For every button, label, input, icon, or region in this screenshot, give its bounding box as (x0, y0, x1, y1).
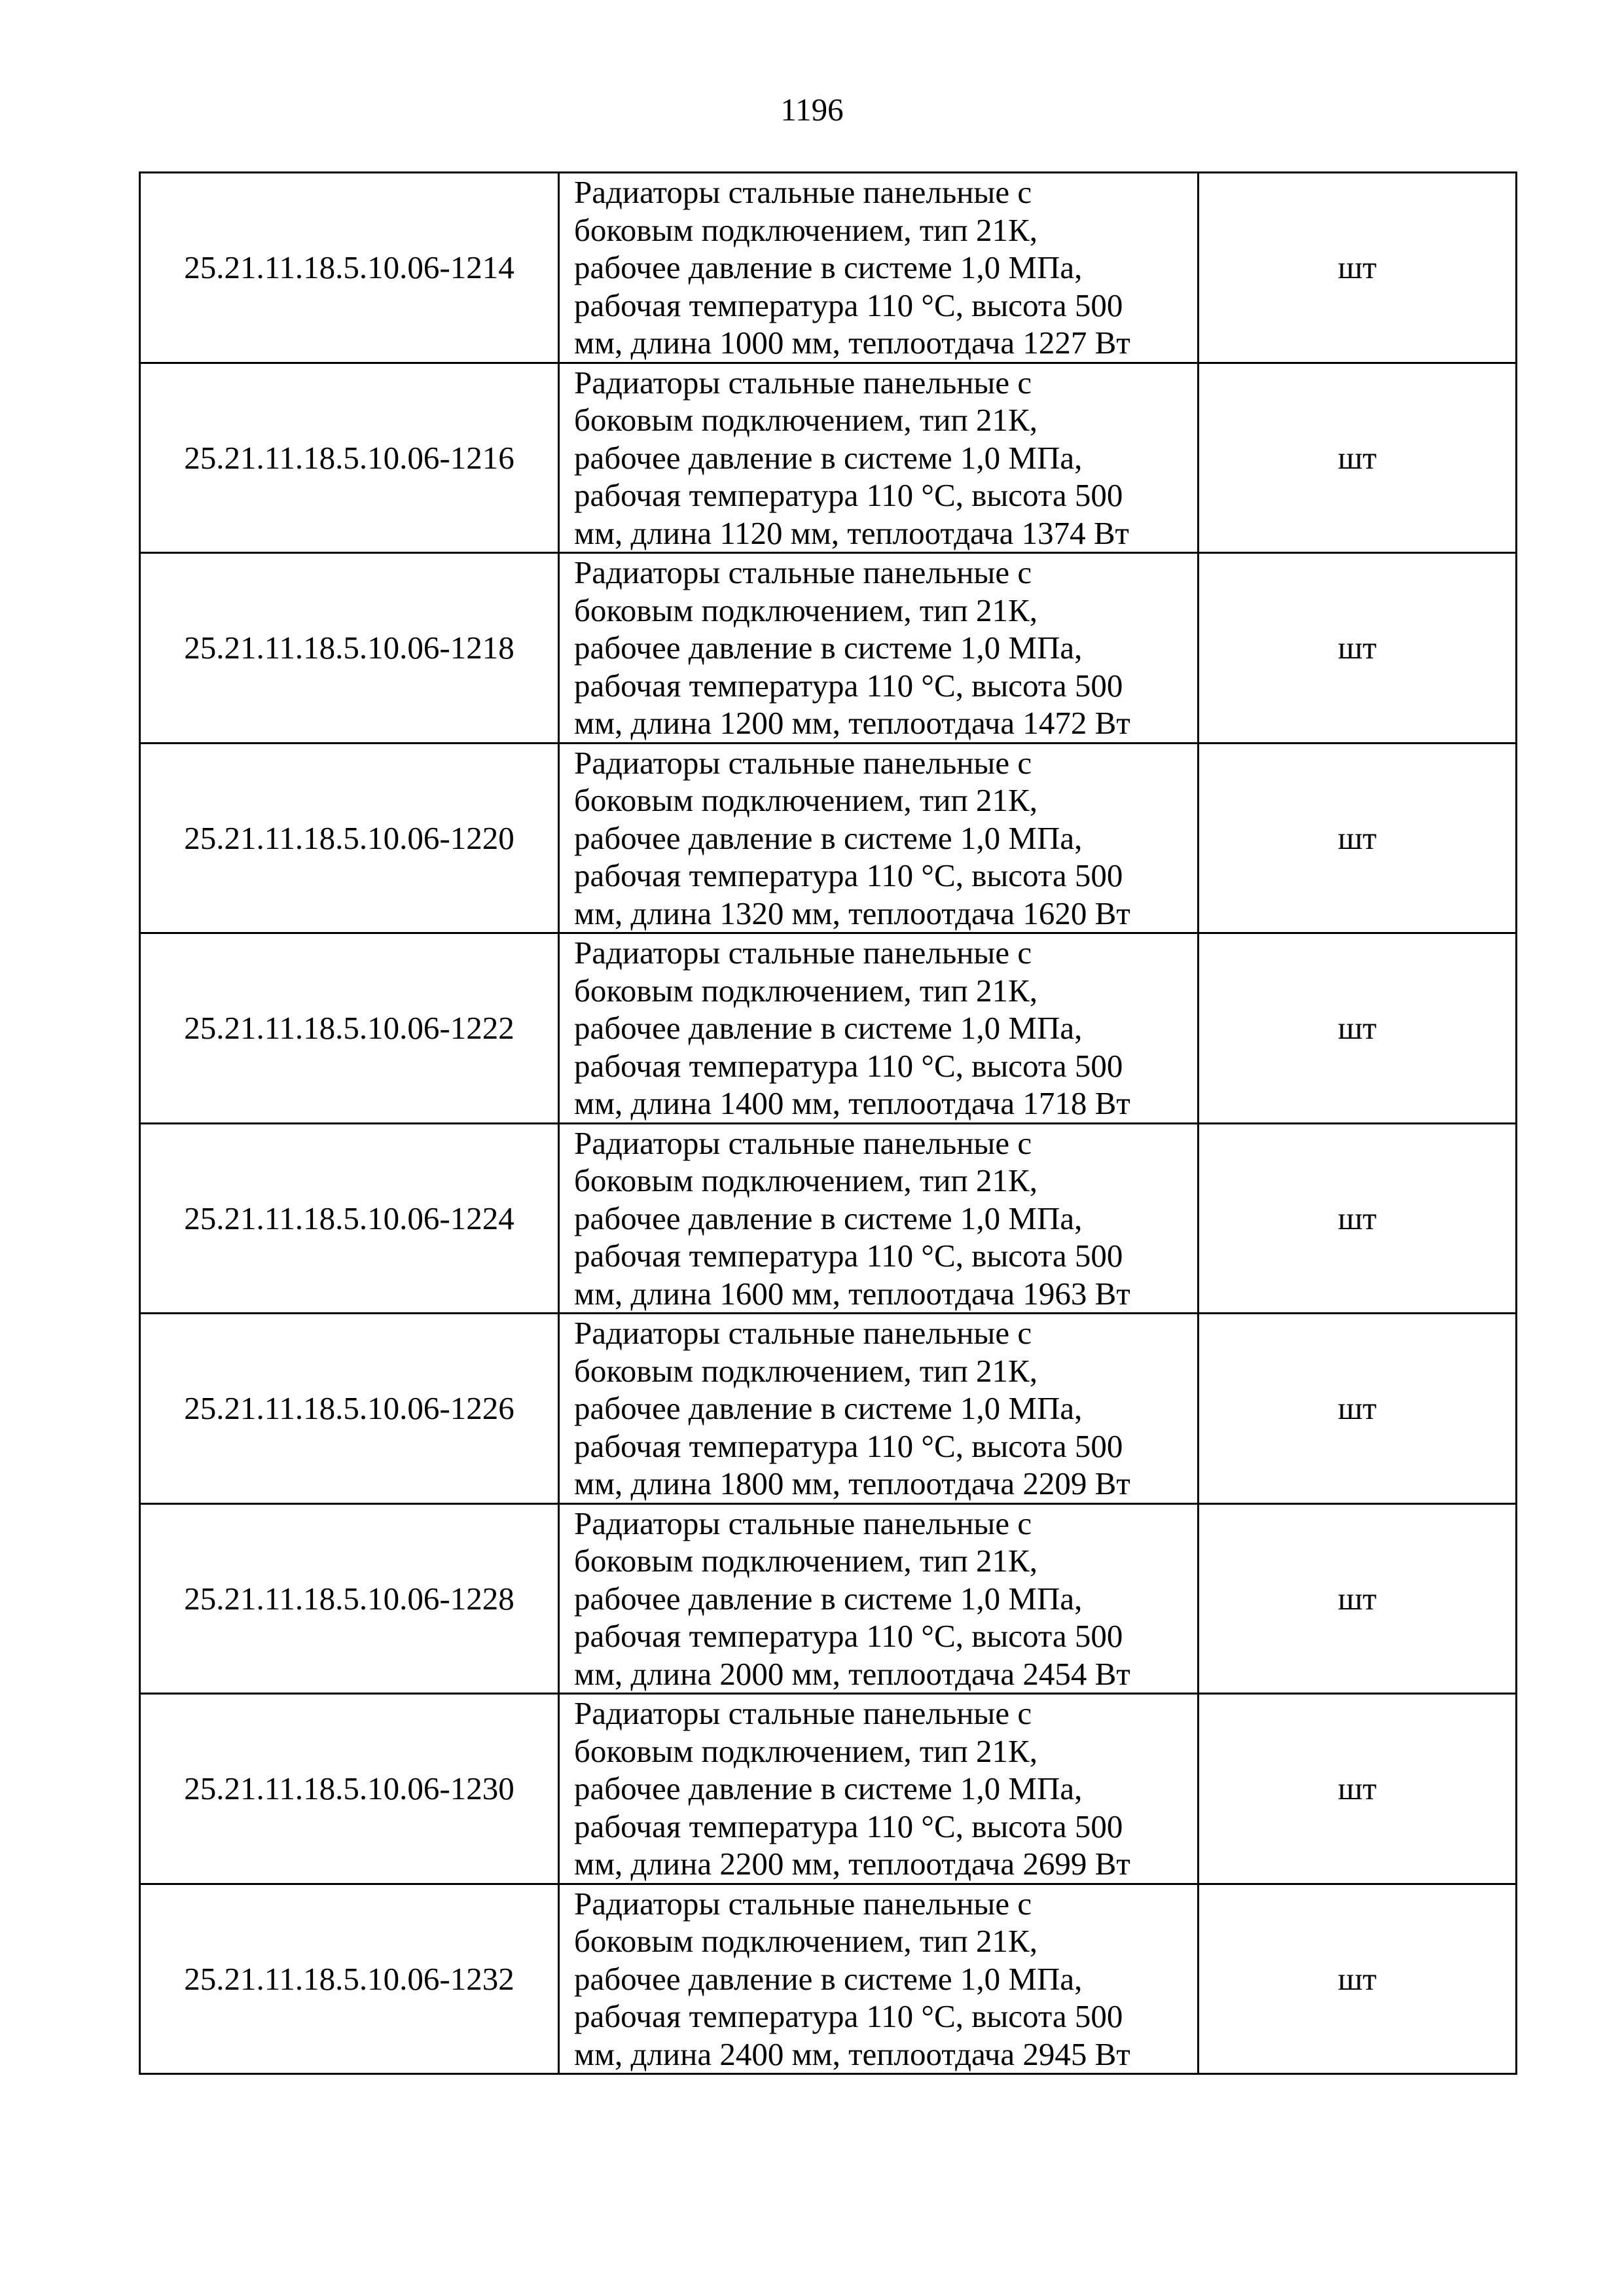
description-line: рабочая температура 110 °С, высота 500 (574, 1618, 1123, 1654)
description-line: рабочее давление в системе 1,0 МПа, (574, 1390, 1083, 1426)
resource-code: 25.21.11.18.5.10.06-1214 (140, 173, 559, 363)
resource-code: 25.21.11.18.5.10.06-1220 (140, 743, 559, 933)
description-line: рабочая температура 110 °С, высота 500 (574, 667, 1123, 704)
description-line: Радиаторы стальные панельные с (574, 744, 1032, 781)
resource-description (559, 1314, 1199, 1504)
description-line: Радиаторы стальные панельные с (574, 554, 1032, 590)
resource-table-body (140, 173, 1517, 2074)
resource-description (559, 363, 1199, 553)
description-line: Радиаторы стальные панельные с (574, 1124, 1032, 1161)
description-line: мм, длина 1320 мм, теплоотдача 1620 Вт (574, 895, 1130, 931)
description-line: рабочее давление в системе 1,0 МПа, (574, 630, 1083, 666)
description-line: мм, длина 2400 мм, теплоотдача 2945 Вт (574, 2036, 1130, 2072)
resource-code: 25.21.11.18.5.10.06-1228 (140, 1503, 559, 1694)
description-line: мм, длина 1800 мм, теплоотдача 2209 Вт (574, 1465, 1130, 1501)
description-line: Радиаторы стальные панельные с (574, 364, 1032, 401)
table-row (140, 1123, 1517, 1314)
resource-description (559, 1694, 1199, 1884)
description-line: боковым подключением, тип 21К, (574, 972, 1038, 1009)
description-line: боковым подключением, тип 21К, (574, 1732, 1038, 1769)
description-line: мм, длина 1120 мм, теплоотдача 1374 Вт (574, 514, 1129, 551)
table-row (140, 1503, 1517, 1694)
resource-description (559, 1123, 1199, 1314)
unit-of-measure: шт (1199, 553, 1517, 744)
table-row (140, 933, 1517, 1124)
description-line: мм, длина 1400 мм, теплоотдача 1718 Вт (574, 1085, 1130, 1121)
unit-of-measure: шт (1199, 933, 1517, 1124)
description-line: Радиаторы стальные панельные с (574, 174, 1032, 210)
description-line: рабочая температура 110 °С, высота 500 (574, 857, 1123, 893)
resource-description (559, 1503, 1199, 1694)
description-line: рабочее давление в системе 1,0 МПа, (574, 1960, 1083, 1997)
description-line: боковым подключением, тип 21К, (574, 1543, 1038, 1579)
table-row (140, 363, 1517, 553)
resource-description (559, 173, 1199, 363)
description-line: рабочая температура 110 °С, высота 500 (574, 287, 1123, 323)
description-line: рабочее давление в системе 1,0 МПа, (574, 1770, 1083, 1806)
description-line: мм, длина 2000 мм, теплоотдача 2454 Вт (574, 1655, 1130, 1692)
table-row (140, 743, 1517, 933)
description-line: рабочее давление в системе 1,0 МПа, (574, 439, 1083, 476)
page-number: 1196 (780, 92, 844, 128)
description-line: боковым подключением, тип 21К, (574, 782, 1038, 818)
description-line: Радиаторы стальные панельные с (574, 1315, 1032, 1351)
resource-code: 25.21.11.18.5.10.06-1222 (140, 933, 559, 1124)
table-row (140, 173, 1517, 363)
resource-code: 25.21.11.18.5.10.06-1230 (140, 1694, 559, 1884)
description-line: боковым подключением, тип 21К, (574, 1352, 1038, 1389)
unit-of-measure: шт (1199, 1503, 1517, 1694)
unit-of-measure: шт (1199, 1123, 1517, 1314)
resource-code: 25.21.11.18.5.10.06-1232 (140, 1884, 559, 2074)
description-line: мм, длина 1600 мм, теплоотдача 1963 Вт (574, 1275, 1130, 1312)
description-line: рабочее давление в системе 1,0 МПа, (574, 819, 1083, 856)
resource-table (139, 171, 1517, 2075)
description-line: рабочее давление в системе 1,0 МПа, (574, 1200, 1083, 1236)
description-line: рабочее давление в системе 1,0 МПа, (574, 1010, 1083, 1046)
resource-description (559, 933, 1199, 1124)
description-line: рабочая температура 110 °С, высота 500 (574, 1047, 1123, 1084)
table-row (140, 1694, 1517, 1884)
description-line: мм, длина 2200 мм, теплоотдача 2699 Вт (574, 1846, 1130, 1882)
description-line: рабочая температура 110 °С, высота 500 (574, 1427, 1123, 1464)
description-line: мм, длина 1000 мм, теплоотдача 1227 Вт (574, 325, 1130, 361)
table-row (140, 553, 1517, 744)
resource-code: 25.21.11.18.5.10.06-1224 (140, 1123, 559, 1314)
description-line: рабочая температура 110 °С, высота 500 (574, 1808, 1123, 1844)
unit-of-measure: шт (1199, 1314, 1517, 1504)
unit-of-measure: шт (1199, 1884, 1517, 2074)
resource-code: 25.21.11.18.5.10.06-1216 (140, 363, 559, 553)
unit-of-measure: шт (1199, 1694, 1517, 1884)
table-row (140, 1884, 1517, 2074)
resource-description (559, 743, 1199, 933)
description-line: Радиаторы стальные панельные с (574, 1885, 1032, 1922)
description-line: боковым подключением, тип 21К, (574, 402, 1038, 438)
description-line: мм, длина 1200 мм, теплоотдача 1472 Вт (574, 705, 1130, 741)
description-line: рабочее давление в системе 1,0 МПа, (574, 1580, 1083, 1617)
resource-code: 25.21.11.18.5.10.06-1226 (140, 1314, 559, 1504)
table-row (140, 1314, 1517, 1504)
description-line: боковым подключением, тип 21К, (574, 592, 1038, 628)
unit-of-measure: шт (1199, 173, 1517, 363)
description-line: рабочая температура 110 °С, высота 500 (574, 1998, 1123, 2034)
unit-of-measure: шт (1199, 743, 1517, 933)
description-line: боковым подключением, тип 21К, (574, 1923, 1038, 1959)
description-line: Радиаторы стальные панельные с (574, 1695, 1032, 1731)
resource-description (559, 553, 1199, 744)
description-line: рабочее давление в системе 1,0 МПа, (574, 249, 1083, 285)
description-line: Радиаторы стальные панельные с (574, 935, 1032, 971)
description-line: боковым подключением, тип 21К, (574, 1162, 1038, 1198)
resource-description (559, 1884, 1199, 2074)
unit-of-measure: шт (1199, 363, 1517, 553)
description-line: Радиаторы стальные панельные с (574, 1505, 1032, 1541)
description-line: рабочая температура 110 °С, высота 500 (574, 1238, 1123, 1274)
resource-code: 25.21.11.18.5.10.06-1218 (140, 553, 559, 744)
description-line: рабочая температура 110 °С, высота 500 (574, 477, 1123, 513)
description-line: боковым подключением, тип 21К, (574, 211, 1038, 248)
